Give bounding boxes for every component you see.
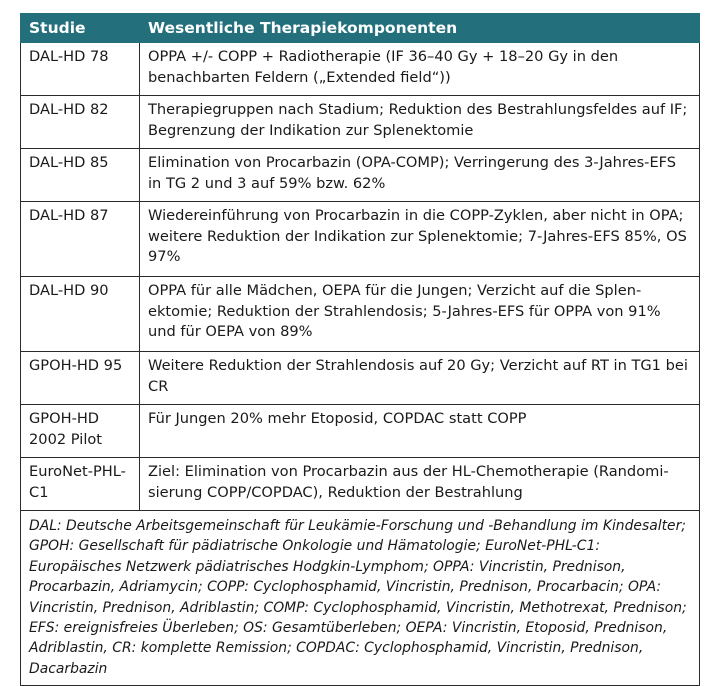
- table-row: [21, 202, 700, 277]
- header-study: Studie: [21, 14, 140, 43]
- table-row: [21, 458, 700, 511]
- study-cell: EuroNet-PHL-C1: [21, 458, 140, 511]
- components-cell: Elimination von Procarbazin (OPA-COMP); Verringerung des 3-Jahres-EFS in TG 2 und 3 auf 59% bzw. 62%: [140, 149, 700, 202]
- table-row: [21, 43, 700, 96]
- table-row: [21, 352, 700, 405]
- components-cell: Weitere Reduktion der Strahlendosis auf 20 Gy; Verzicht auf RT in TG1 bei CR: [140, 352, 700, 405]
- therapy-table-container: [20, 13, 699, 686]
- components-cell: OPPA für alle Mädchen, OEPA für die Jungen; Verzicht auf die Splenektomie; Reduktion der Strahlendosis; 5-Jahres-EFS für OPPA von 91% und für OEPA von 89%: [140, 277, 700, 352]
- header-components: Wesentliche Therapiekomponenten: [140, 14, 700, 43]
- study-cell: DAL-HD 78: [21, 43, 140, 96]
- table-row: [21, 149, 700, 202]
- table-header-row: [21, 14, 700, 43]
- study-cell: GPOH-HD 95: [21, 352, 140, 405]
- study-cell: DAL-HD 87: [21, 202, 140, 277]
- components-cell: Für Jungen 20% mehr Etoposid, COPDAC statt COPP: [140, 405, 700, 458]
- study-cell: GPOH-HD 2002 Pilot: [21, 405, 140, 458]
- study-cell: DAL-HD 90: [21, 277, 140, 352]
- components-cell: Ziel: Elimination von Procarbazin aus der HL-Chemotherapie (Randomisierung COPP/COPDAC), Reduktion der Bestrahlung: [140, 458, 700, 511]
- table-row: [21, 96, 700, 149]
- table-row: [21, 277, 700, 352]
- components-cell: OPPA +/- COPP + Radiotherapie (IF 36–40 Gy + 18–20 Gy in den benachbarten Feldern („Extended field“)): [140, 43, 700, 96]
- study-cell: DAL-HD 82: [21, 96, 140, 149]
- footnote-row: [21, 511, 700, 686]
- components-cell: Wiedereinführung von Procarbazin in die COPP-Zyklen, aber nicht in OPA; weitere Reduktion der Indikation zur Splenektomie; 7-Jahres-EFS 85%, OS 97%: [140, 202, 700, 277]
- table-footnote: DAL: Deutsche Arbeitsgemeinschaft für Leukämie-Forschung und -Behandlung im Kindesalter; GPOH: Gesellschaft für pädiatrische Onkologie und Hämatologie; EuroNet-PHL-C1: Europäisches Netzwerk pädiatrisches Hodgkin-Lymphom; OPPA: Vincristin, Prednison, Procarbazin, Adriamycin; COPP: Cyclophosphamid, Vincristin, Prednison, Procarbacin; OPA: Vincristin, Prednison, Adriblastin; COMP: Cyclophosphamid, Vincristin, Methotrexat, Prednison; EFS: ereignisfreies Überleben; OS: Gesamtüberleben; OEPA: Vincristin, Etoposid, Prednison, Adriblastin, CR: komplette Remission; COPDAC: Cyclophosphamid, Vincristin, Prednison, Dacarbazin: [21, 511, 700, 686]
- study-cell: DAL-HD 85: [21, 149, 140, 202]
- components-cell: Therapiegruppen nach Stadium; Reduktion des Bestrahlungsfeldes auf IF; Begrenzung der Indikation zur Splenektomie: [140, 96, 700, 149]
- table-row: [21, 405, 700, 458]
- therapy-components-table: [20, 13, 700, 686]
